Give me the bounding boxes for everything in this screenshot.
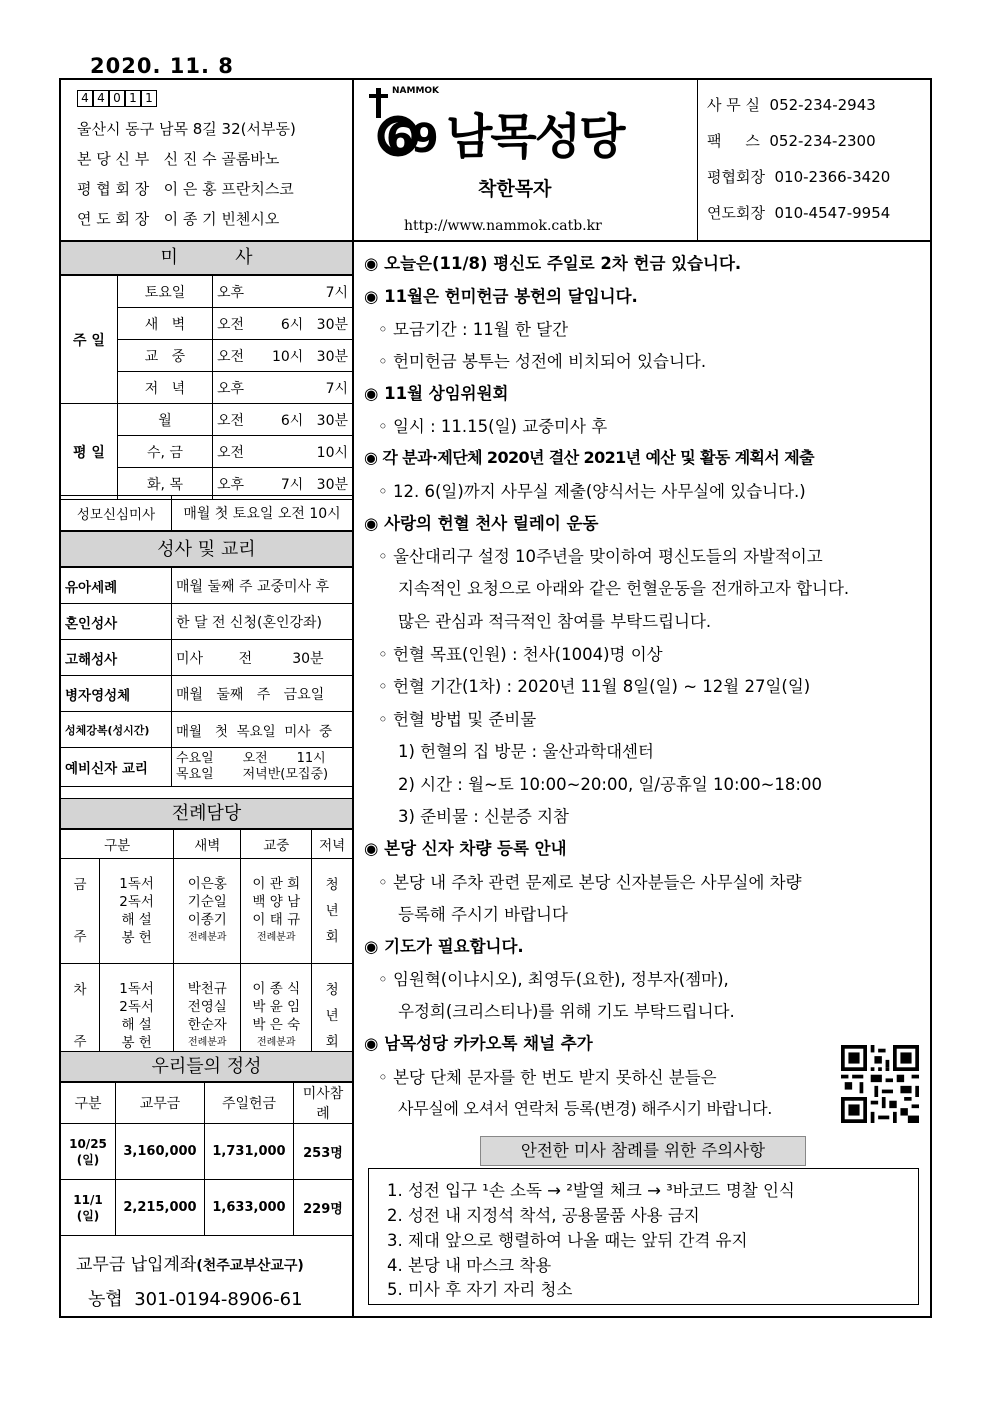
sunday-label: 주 일: [61, 276, 118, 404]
sub-bullet-icon: ◦: [378, 645, 388, 664]
notice-item: 1. 성전 입구 ¹손 소독 → ²발열 체크 → ³바코드 명찰 인식: [387, 1181, 795, 1200]
evening-group: 회: [325, 929, 339, 945]
sacrament-value: 매월 둘째 주 금요일: [172, 676, 353, 712]
sub-bullet-icon: ◦: [378, 417, 388, 436]
liturgy-header: 교중: [241, 830, 312, 859]
mass-ampm: 오전: [213, 436, 262, 468]
announcement-title: [364, 283, 638, 307]
mass-time: 7시: [261, 276, 353, 308]
evening-group: 청: [325, 982, 339, 998]
postcode-digit: 1: [141, 90, 157, 107]
announcement-title: [364, 380, 509, 404]
sub-bullet-icon: ◦: [378, 320, 388, 339]
bullet-icon: ◉: [364, 384, 379, 403]
line-text: 울산대리구 설정 10주년을 맞이하여 평신도들의 자발적이고: [392, 547, 823, 566]
mass-name: 토요일: [118, 276, 213, 308]
mass-time: 10시: [261, 436, 353, 468]
bullet-icon: ◉: [364, 448, 378, 467]
motto: 착한목자: [478, 178, 552, 200]
postcode-digit: 4: [77, 90, 93, 107]
catechism-line-1: 수요일 오전 11시: [176, 751, 326, 766]
offering-section-title: 우리들의 정성: [61, 1051, 352, 1082]
main-person: 이 태 규: [252, 912, 301, 928]
offering-header: 주일헌금: [205, 1083, 294, 1124]
week-label: 차: [73, 982, 87, 998]
announcement-line: 지속적인 요청으로 아래와 같은 헌혈운동을 전개하고자 합니다.: [398, 579, 850, 598]
line-text: 임원혁(이냐시오), 최영두(요한), 정부자(젬마),: [392, 970, 729, 989]
attendance-value: 253명: [294, 1124, 353, 1180]
dawn-person: 이은홍: [187, 876, 227, 892]
evening-group: 청: [325, 877, 339, 893]
mass-ampm: 오전: [213, 308, 262, 340]
bullet-icon: ◉: [364, 937, 379, 956]
collection-value: 1,633,000: [205, 1180, 294, 1236]
website-link[interactable]: http://www.nammok.catb.kr: [404, 218, 602, 234]
liturgy-header: 새벽: [174, 830, 241, 859]
sacrament-label: 고해성사: [61, 640, 172, 676]
logo-number: 69: [386, 116, 436, 162]
heart-mass-table: [60, 495, 353, 531]
table-row: [61, 859, 353, 964]
announcement-title: [364, 835, 567, 859]
announcement-text: 11월 상임위원회: [384, 384, 509, 403]
role: 1독서: [119, 876, 154, 892]
table-row: [61, 276, 353, 308]
mass-name: 월: [118, 404, 213, 436]
sacrament-label: 예비신자 교리: [61, 748, 172, 787]
role: 해 설: [121, 1017, 152, 1033]
sub-bullet-icon: ◦: [378, 970, 388, 989]
postcode-boxes: [77, 90, 157, 107]
announcement-line: 등록해 주시기 바랍니다: [398, 905, 568, 924]
week-label: 주: [73, 929, 87, 945]
line-text: 본당 내 주차 관련 문제로 본당 신자분들은 사무실에 차량: [392, 873, 802, 892]
line-text: 본당 단체 문자를 한 번도 받지 못하신 분들은: [392, 1068, 717, 1087]
announcement-title: [364, 250, 741, 274]
mass-time: 6시 30분: [261, 404, 353, 436]
liturgy-table: [60, 829, 353, 1069]
mass-ampm: 오후: [213, 276, 262, 308]
dawn-person: 전영실: [187, 999, 227, 1015]
mass-ampm: 오전: [213, 340, 262, 372]
line-text: 헌혈 방법 및 준비물: [392, 710, 537, 729]
sacrament-label: 병자영성체: [61, 676, 172, 712]
pastor-line: 본 당 신 부 신 진 수 골롬바노: [77, 150, 280, 168]
offering-date: 11/1: [73, 1192, 103, 1207]
notice-item: 5. 미사 후 자기 자리 청소: [387, 1280, 573, 1299]
table-row: [61, 1180, 353, 1236]
bullet-icon: ◉: [364, 287, 379, 306]
role: 해 설: [121, 912, 152, 928]
announcement-text: 본당 신자 차량 등록 안내: [384, 839, 567, 858]
week-label: 금: [73, 877, 87, 893]
bullet-icon: ◉: [364, 514, 379, 533]
sacrament-label: 성체강복(성시간): [61, 712, 172, 748]
sacrament-label: 유아세례: [61, 568, 172, 604]
announcement-line: [378, 348, 706, 372]
main-person: 박 윤 임: [252, 999, 301, 1015]
bullet-icon: ◉: [364, 1034, 379, 1053]
table-row: [61, 712, 353, 748]
role: 2독서: [119, 894, 154, 910]
table-row: [61, 496, 353, 531]
offering-table: [60, 1082, 353, 1236]
sub-bullet-icon: ◦: [378, 1068, 388, 1087]
sacraments-table: [60, 567, 353, 787]
offering-header: 미사참례: [294, 1083, 353, 1124]
dues-value: 3,160,000: [116, 1124, 205, 1180]
sub-bullet-icon: ◦: [378, 710, 388, 729]
sub-bullet-icon: ◦: [378, 677, 388, 696]
announcement-line: [378, 1064, 717, 1088]
announcement-line: 3) 준비물 : 신분증 지참: [398, 807, 569, 826]
dawn-person: 전례분과: [187, 932, 227, 943]
collection-value: 1,731,000: [205, 1124, 294, 1180]
announcement-line: [378, 316, 568, 340]
offering-day: (일): [76, 1152, 100, 1167]
church-address: 울산시 동구 남목 8길 32(서부동): [77, 120, 296, 138]
announcement-title: [364, 933, 524, 957]
table-row: [61, 830, 353, 859]
mass-section-title: 미 사: [61, 242, 352, 275]
evening-group: 회: [325, 1034, 339, 1050]
sacrament-value: 매월 둘째 주 교중미사 후: [172, 568, 353, 604]
sacraments-section-title: 성사 및 교리: [61, 531, 352, 567]
table-row: [61, 404, 353, 436]
dawn-person: 이종기: [187, 912, 227, 928]
mass-time: 6시 30분: [261, 308, 353, 340]
announcement-text: 사랑의 헌혈 천사 릴레이 운동: [384, 514, 599, 533]
role: 봉 헌: [121, 930, 152, 946]
table-row: [61, 748, 353, 787]
announcement-title: [364, 445, 814, 468]
account-title-text: 교무금 납입계좌: [76, 1255, 197, 1275]
attendance-value: 229명: [294, 1180, 353, 1236]
table-row: [61, 1083, 353, 1124]
sacrament-value: 미사 전 30분: [172, 640, 353, 676]
announcement-line: [378, 706, 536, 730]
bullet-icon: ◉: [364, 254, 379, 273]
liturgy-section-title: 전례담당: [61, 798, 352, 829]
table-row: [61, 640, 353, 676]
bullet-icon: ◉: [364, 839, 379, 858]
announcement-text: 오늘은(11/8) 평신도 주일로 2차 헌금 있습니다.: [384, 254, 742, 273]
heart-mass-label: 성모신심미사: [61, 496, 172, 531]
announcement-line: 2) 시간 : 월~토 10:00~20:00, 일/공휴일 10:00~18:00: [398, 775, 822, 794]
announcement-line: [378, 543, 823, 567]
sub-bullet-icon: ◦: [378, 482, 388, 501]
announcement-line: [378, 869, 802, 893]
mass-ampm: 오전: [213, 404, 262, 436]
main-person: 박 은 숙: [252, 1017, 301, 1033]
mass-name: 저 녁: [118, 372, 213, 404]
line-text: 모금기간 : 11월 한 달간: [392, 320, 569, 339]
main-person: 전례분과: [256, 1037, 296, 1048]
mass-name: 교 중: [118, 340, 213, 372]
sacrament-label: 혼인성사: [61, 604, 172, 640]
postcode-digit: 1: [125, 90, 141, 107]
announcement-text: 각 분과·제단체 2020년 결산 2021년 예산 및 활동 계획서 제출: [382, 448, 814, 467]
main-person: 이 관 희: [252, 876, 301, 892]
line-text: 헌혈 목표(인원) : 천사(1004)명 이상: [392, 645, 663, 664]
bulletin-date: 2020. 11. 8: [90, 54, 234, 78]
role: 봉 헌: [121, 1035, 152, 1051]
role: 2독서: [119, 999, 154, 1015]
main-person: 백 양 남: [252, 894, 301, 910]
sub-bullet-icon: ◦: [378, 547, 388, 566]
role: 1독서: [119, 981, 154, 997]
offering-header: 구분: [61, 1083, 116, 1124]
contact-fax: 팩 스 052-234-2300: [707, 132, 876, 150]
postcode-digit: 0: [109, 90, 125, 107]
header-right-divider: [697, 78, 698, 240]
sub-bullet-icon: ◦: [378, 873, 388, 892]
main-person: 이 종 식: [252, 981, 301, 997]
line-text: 헌혈 기간(1차) : 2020년 11월 8일(일) ~ 12월 27일(일): [392, 677, 811, 696]
dawn-person: 기순일: [187, 894, 227, 910]
announcement-line: [378, 966, 729, 990]
announcement-text: 11월은 헌미헌금 봉헌의 달입니다.: [384, 287, 638, 306]
announcement-line: [378, 478, 806, 502]
mass-name: 화, 목: [118, 468, 213, 500]
sacrament-value: 한 달 전 신청(혼인강좌): [172, 604, 353, 640]
line-text: 일시 : 11.15(일) 교중미사 후: [392, 417, 608, 436]
week-label: 주: [73, 1034, 87, 1050]
mass-time: 7시: [261, 372, 353, 404]
contact-president: 평협회장 010-2366-3420: [707, 168, 891, 186]
announcement-text: 기도가 필요합니다.: [384, 937, 524, 956]
mass-ampm: 오후: [213, 372, 262, 404]
offering-day: (일): [76, 1208, 100, 1223]
announcement-line: 1) 헌혈의 집 방문 : 울산과학대센터: [398, 742, 654, 761]
announcement-title: [364, 1030, 593, 1054]
dawn-person: 전례분과: [187, 1037, 227, 1048]
safety-notice-box: [368, 1168, 919, 1305]
notice-item: 2. 성전 내 지정석 착석, 공용물품 사용 금지: [387, 1206, 700, 1225]
table-row: [61, 568, 353, 604]
line-text: 헌미헌금 봉투는 성전에 비치되어 있습니다.: [392, 352, 707, 371]
contact-office: 사 무 실 052-234-2943: [707, 96, 876, 114]
notice-item: 4. 본당 내 마스크 착용: [387, 1256, 552, 1275]
line-text: 12. 6(일)까지 사무실 제출(양식서는 사무실에 있습니다.): [392, 482, 806, 501]
heart-mass-value: 매월 첫 토요일 오전 10시: [172, 496, 353, 531]
president-line: 평 협 회 장 이 은 홍 프란치스코: [77, 180, 294, 198]
postcode-digit: 4: [93, 90, 109, 107]
church-name: 남목성당: [446, 109, 624, 165]
table-row: [61, 604, 353, 640]
evening-group: 년: [325, 1008, 339, 1024]
logo-small-text: NAMMOK: [392, 86, 440, 96]
account-title: [76, 1250, 304, 1275]
dawn-person: 한순자: [187, 1017, 227, 1033]
account-number: 농협 301-0194-8906-61: [88, 1289, 303, 1310]
notice-item: 3. 제대 앞으로 행렬하여 나올 때는 앞뒤 간격 유지: [387, 1231, 748, 1250]
safety-notice-title: 안전한 미사 참례를 위한 주의사항: [480, 1136, 806, 1166]
evening-group: 년: [325, 903, 339, 919]
mass-time: 7시 30분: [261, 468, 353, 500]
announcement-line: [378, 641, 663, 665]
mass-name: 수, 금: [118, 436, 213, 468]
mass-ampm: 오후: [213, 468, 262, 500]
announcement-line: 우정희(크리스티나)를 위해 기도 부탁드립니다.: [398, 1002, 735, 1021]
liturgy-header: 구분: [61, 830, 174, 859]
liturgy-header: 저녁: [312, 830, 353, 859]
mass-name: 새 벽: [118, 308, 213, 340]
dues-value: 2,215,000: [116, 1180, 205, 1236]
kakao-channel-qr-icon[interactable]: [841, 1045, 919, 1123]
announcement-line: [378, 413, 607, 437]
catechism-line-2: 목요일 저녁반(모집중): [176, 767, 329, 782]
sacrament-value: 매월 첫 목요일 미사 중: [172, 712, 353, 748]
church-logo: [366, 86, 686, 166]
offering-date: 10/25: [69, 1136, 107, 1151]
announcement-line: 사무실에 오셔서 연락처 등록(변경) 해주시기 바랍니다.: [398, 1099, 773, 1118]
offering-header: 교무금: [116, 1083, 205, 1124]
table-row: [61, 1124, 353, 1180]
mass-time: 10시 30분: [261, 340, 353, 372]
table-row: [61, 676, 353, 712]
weekday-label: 평 일: [61, 404, 118, 500]
dawn-person: 박천규: [187, 981, 227, 997]
sub-bullet-icon: ◦: [378, 352, 388, 371]
announcement-line: 많은 관심과 적극적인 참여를 부탁드립니다.: [398, 612, 712, 631]
announcement-title: [364, 510, 598, 534]
contact-youth-president: 연도회장 010-4547-9954: [707, 204, 891, 222]
announcement-text: 남목성당 카카오톡 채널 추가: [384, 1034, 593, 1053]
announcement-line: [378, 673, 810, 697]
main-person: 전례분과: [256, 932, 296, 943]
account-diocese: (천주교부산교구): [196, 1258, 304, 1274]
mass-schedule-table: [60, 275, 353, 500]
youth-president-line: 연 도 회 장 이 종 기 빈첸시오: [77, 210, 280, 228]
